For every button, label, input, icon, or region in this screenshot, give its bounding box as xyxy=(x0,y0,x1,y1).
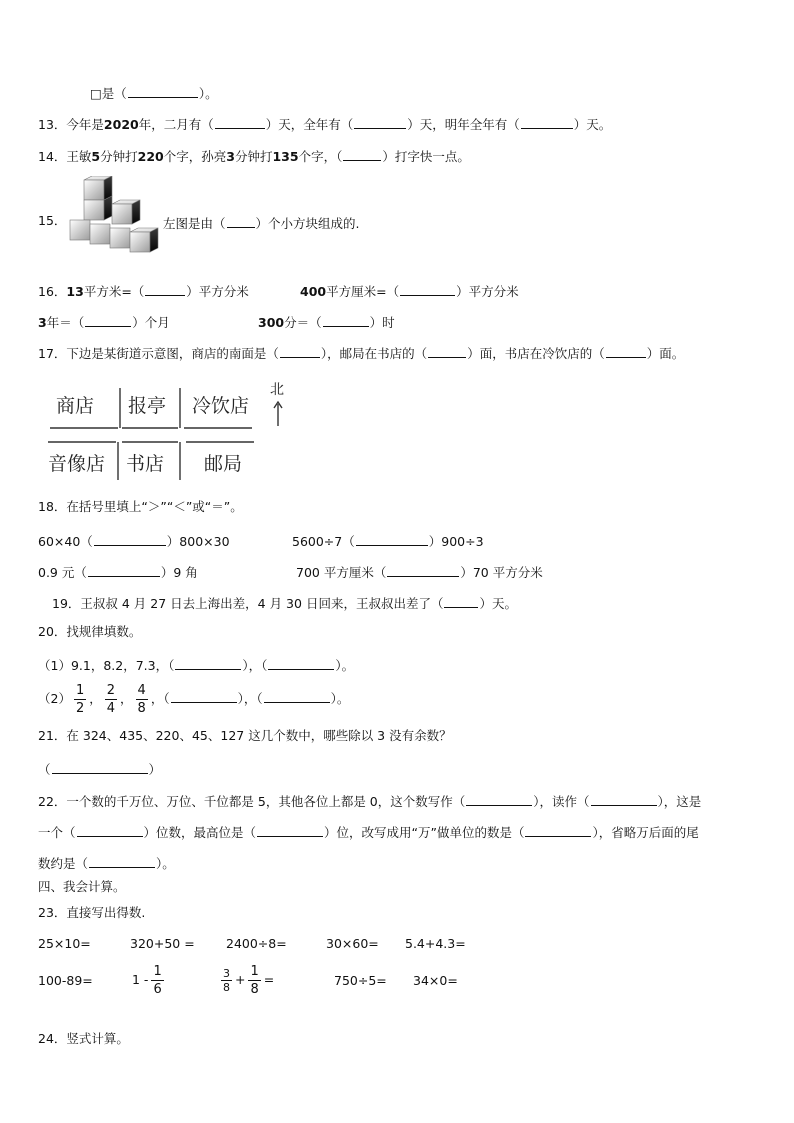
calc-item: 100-89= xyxy=(38,973,93,988)
map-label-av-store: 音像店 xyxy=(48,453,106,475)
answer-blank[interactable] xyxy=(521,116,573,129)
question-16-row-1b: 400平方厘米=（ ）平方分米 xyxy=(300,284,519,299)
calc-item: 320+50 = xyxy=(130,936,195,951)
answer-blank[interactable] xyxy=(466,793,532,806)
fraction: $\frac{1}{6}$ xyxy=(153,964,162,997)
answer-blank[interactable] xyxy=(280,345,320,358)
answer-blank[interactable] xyxy=(268,657,334,670)
calc-item: $\frac{3}{8}$ + $\frac{1}{8}$ = xyxy=(223,964,275,997)
question-17: 17．下边是某街道示意图，商店的南面是（ ），邮局在书店的（ ）面，书店在冷饮店的（ ）面。 xyxy=(38,346,685,361)
fraction: $\frac{1}{2}$ xyxy=(75,683,85,716)
question-18-intro: 18．在括号里填上“＞”“＜”或“＝”。 xyxy=(38,499,243,514)
compare-item: 5600÷7（ ）900÷3 xyxy=(292,534,484,549)
question-20-part-2: （2） $\frac{1}{2}$ ， $\frac{2}{4}$ ， $\frac{4}{8}$ ，（ ），（ ）。 xyxy=(38,683,350,716)
answer-blank[interactable] xyxy=(354,116,406,129)
section-heading: 四、我会计算。 xyxy=(38,879,126,894)
question-23-intro: 23．直接写出得数. xyxy=(38,905,146,920)
question-15-number: 15． xyxy=(38,213,67,228)
question-15: 左图是由（ ）个小方块组成的. xyxy=(163,216,360,231)
compare-item: 60×40（ ）800×30 xyxy=(38,534,230,549)
map-north-label: 北 xyxy=(270,382,284,398)
answer-blank[interactable] xyxy=(227,215,255,228)
map-label-bookstore: 书店 xyxy=(126,453,165,475)
calc-item: 5.4+4.3= xyxy=(405,936,466,951)
fraction: $\frac{1}{8}$ xyxy=(250,964,259,997)
question-16-row-2a: 3年＝（ ）个月 xyxy=(38,315,170,330)
calc-item: 1 - $\frac{1}{6}$ xyxy=(132,964,162,997)
answer-blank[interactable] xyxy=(323,314,369,327)
question-16-row-2b: 300分＝（ ）时 xyxy=(258,315,395,330)
question-19: 19．王叔叔 4 月 27 日去上海出差，4 月 30 日回来，王叔叔出差了（ ）天。 xyxy=(52,596,517,611)
calc-item: 2400÷8= xyxy=(226,936,287,951)
calc-item: 34×0= xyxy=(413,973,458,988)
answer-blank[interactable] xyxy=(387,564,459,577)
answer-blank[interactable] xyxy=(52,761,148,774)
answer-blank[interactable] xyxy=(171,690,237,703)
map-label-cold-drink-shop: 冷饮店 xyxy=(192,395,250,417)
answer-blank[interactable] xyxy=(89,855,155,868)
answer-blank[interactable] xyxy=(257,824,323,837)
map-label-newsstand: 报亭 xyxy=(128,395,167,417)
fraction: $\frac{2}{4}$ xyxy=(106,683,116,716)
question-22-line-2: 一个（ ）位数，最高位是（ ）位，改写成用“万”做单位的数是（ ），省略万后面的尾 xyxy=(38,825,699,840)
answer-blank[interactable] xyxy=(128,85,198,98)
street-map-figure xyxy=(46,378,296,484)
question-22-line-1: 22．一个数的千万位、万位、千位都是 5，其他各位上都是 0，这个数写作（ ），读作（ ），这是 xyxy=(38,794,702,809)
answer-blank[interactable] xyxy=(215,116,265,129)
answer-blank[interactable] xyxy=(591,793,657,806)
answer-blank[interactable] xyxy=(145,283,185,296)
answer-blank[interactable] xyxy=(77,824,143,837)
answer-blank[interactable] xyxy=(525,824,591,837)
question-21-answer: （ ） xyxy=(38,762,162,777)
answer-blank[interactable] xyxy=(356,533,428,546)
answer-blank[interactable] xyxy=(428,345,466,358)
answer-blank[interactable] xyxy=(85,314,131,327)
answer-blank[interactable] xyxy=(94,533,166,546)
map-label-post-office: 邮局 xyxy=(204,453,243,475)
answer-blank[interactable] xyxy=(400,283,455,296)
question-16-row-1a: 16．13平方米=（ ）平方分米 xyxy=(38,284,249,299)
question-22-line-3: 数约是（ ）。 xyxy=(38,856,175,871)
fraction: $\frac{4}{8}$ xyxy=(137,683,146,716)
compare-item: 700 平方厘米（ ）70 平方分米 xyxy=(296,565,543,580)
question-21: 21．在 324、435、220、45、127 这几个数中，哪些除以 3 没有余数？ xyxy=(38,728,452,743)
calc-item: 750÷5= xyxy=(334,973,387,988)
answer-blank[interactable] xyxy=(606,345,646,358)
answer-blank[interactable] xyxy=(88,564,160,577)
answer-blank[interactable] xyxy=(175,657,241,670)
calc-item: 25×10= xyxy=(38,936,91,951)
question-13: 13．今年是2020年，二月有（ ）天，全年有（ ）天，明年全年有（ ）天。 xyxy=(38,117,612,132)
cube-stack-figure xyxy=(66,176,160,260)
answer-blank[interactable] xyxy=(343,148,381,161)
q12-tail: □是（ ）。 xyxy=(90,86,218,101)
map-label-shop: 商店 xyxy=(56,395,95,417)
question-20-part-1: （1）9.1，8.2，7.3，（ ），（ ）。 xyxy=(38,658,355,673)
question-14: 14．王敏5分钟打220个字，孙亮3分钟打135个字，（ ）打字快一点。 xyxy=(38,149,470,164)
compare-item: 0.9 元（ ）9 角 xyxy=(38,565,198,580)
calc-item: 30×60= xyxy=(326,936,379,951)
answer-blank[interactable] xyxy=(444,595,478,608)
question-20-intro: 20．找规律填数。 xyxy=(38,624,142,639)
fraction: $\frac{3}{8}$ xyxy=(223,967,230,994)
question-24: 24．竖式计算。 xyxy=(38,1031,129,1046)
answer-blank[interactable] xyxy=(264,690,330,703)
